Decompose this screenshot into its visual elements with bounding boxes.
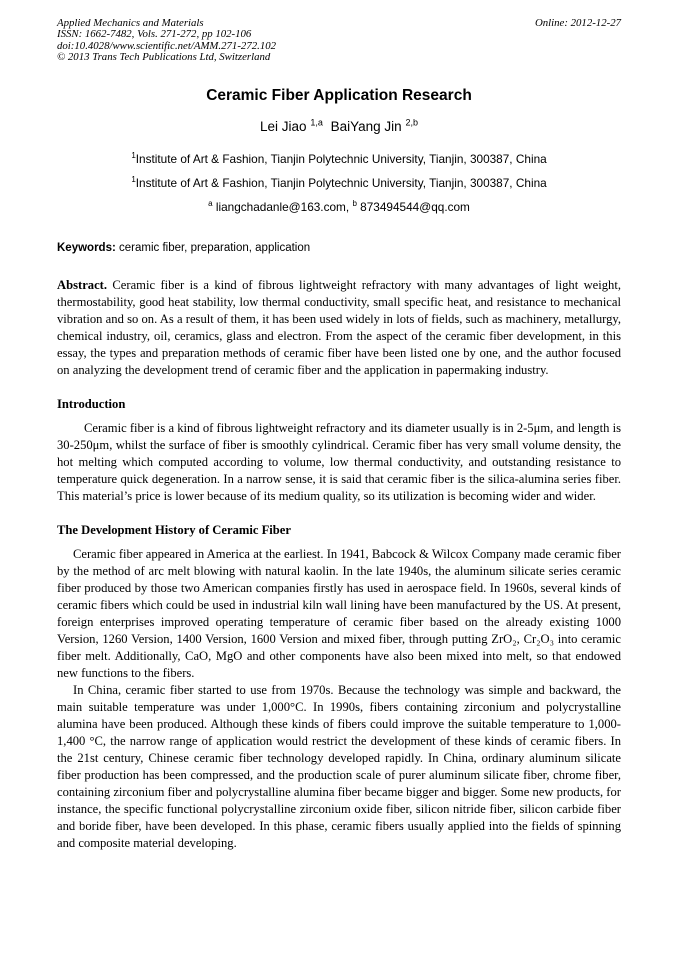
copyright-line: © 2013 Trans Tech Publications Ltd, Switzerland (57, 50, 271, 63)
online-date: Online: 2012-12-27 (534, 17, 621, 29)
journal-info-block (57, 18, 276, 63)
keywords-label: Keywords: (57, 242, 116, 255)
affiliation-sup-1: 1 (131, 151, 136, 161)
author-name-2: BaiYang Jin (330, 119, 402, 135)
keywords-text: ceramic fiber, preparation, application (119, 242, 311, 255)
emails-line (57, 200, 621, 214)
issn-line: ISSN: 1662-7482, Vols. 271-272, pp 102-106 (57, 28, 252, 41)
abstract-label: Abstract. (57, 278, 108, 293)
journal-name: Applied Mechanics and Materials (57, 17, 204, 29)
journal-header (57, 18, 621, 63)
email-sup-b: b (352, 199, 357, 209)
section-heading-development-history: The Development History of Ceramic Fiber (57, 523, 291, 538)
author-sup-1: 1,a (310, 117, 323, 128)
doi-line: doi:10.4028/www.scientific.net/AMM.271-272.102 (57, 39, 277, 52)
email-a: liangchadanle@163.com, (215, 200, 350, 215)
history-paragraph-1: Ceramic fiber appeared in America at the earliest. In 1941, Babcock & Wilcox Company made ceramic fiber by the method of arc melt blowing with natural kaolin. In the late 1940s, the aluminum silicate series ceramic fiber produced by those two American companies firstly has used in aerospace field. In 1960s, several kinds of ceramic fibers which could be used in industrial kiln wall lining have been manufactured by the US. At present, foreign enterprises improved operating temperature of ceramic fiber based on the already existing 1000 Version, 1260 Version, 1400 Version, 1600 Version and mixed fiber, through putting ZrO₂, Cr₂O₃ into ceramic fiber melt. Additionally, CaO, MgO and other components have also been mixed into melt, so that endowed new functions to the fibers. (57, 547, 621, 681)
affiliation-text-1: Institute of Art & Fashion, Tianjin Polytechnic University, Tianjin, 300387, China (135, 152, 547, 167)
section-heading-introduction: Introduction (57, 397, 126, 412)
history-paragraph-2: In China, ceramic fiber started to use from 1970s. Because the technology was simple and backward, the main suitable temperature was under 1,000°C. In 1990s, fibers containing zirconium and polycrystalline alumina have been produced. Although these kinds of fibers could improve the suitable temperature to 1,000-1,400 °C, the narrow range of application would restrict the development of these kinds of ceramic fibers. In the 21st century, Chinese ceramic fiber technology developed rapidly. In China, ordinary aluminum silicate fiber production has been compressed, and the production scale of purer aluminum silicate fiber, chrome fiber, containing zirconium fiber and polycrystalline alumina fiber became bigger and bigger. Some new products, for instance, the specific functional polycrystalline zirconium oxide fiber, silicon nitride fiber, silicon carbide fiber and boride fiber, have been developed. In this phase, ceramic fibers usually applied into the fields of spinning and composite material developing. (57, 683, 621, 851)
affiliation-text-2: Institute of Art & Fashion, Tianjin Polytechnic University, Tianjin, 300387, China (135, 176, 547, 191)
abstract-paragraph (57, 277, 621, 379)
affiliation-line-2 (57, 176, 621, 190)
affiliation-line-1 (57, 152, 621, 166)
introduction-paragraph: Ceramic fiber is a kind of fibrous lightweight refractory and its diameter usually is in 2-5μm, and length is 30-250μm, whilst the surface of fiber is smoothly cylindrical. Ceramic fiber has very small volume density, the hot melting which computed according to volume, low thermal conductivity, and outstanding resistance to temperature quick degeneration. In a narrow sense, it is said that ceramic fiber is the silica-alumina series fiber. This material’s price is lower because of its medium quality, so its utilization is becoming wider and wider. (57, 421, 621, 504)
authors-line (57, 119, 621, 134)
abstract-text: Ceramic fiber is a kind of fibrous lightweight refractory with many advantages of light weight, thermostability, good heat stability, low thermal conductivity, small specific heat, and resistance to mechanical vibration and so on. As a result of them, it has been used widely in lots of fields, such as machinery, metallurgy, chemical industry, oil, ceramics, glass and electron. From the aspect of the ceramic fiber development, in this essay, the types and preparation methods of ceramic fiber have been listed one by one, and the author focused on analyzing the development trend of ceramic fiber and the application in papermaking industry. (57, 278, 621, 378)
author-name-1: Lei Jiao (260, 119, 307, 135)
author-sup-2: 2,b (405, 117, 418, 128)
keywords-line (57, 242, 621, 254)
email-sup-a: a (208, 199, 213, 209)
affiliation-sup-2: 1 (131, 175, 136, 185)
email-b: 873494544@qq.com (360, 200, 470, 215)
paper-title: Ceramic Fiber Application Research (206, 87, 472, 105)
